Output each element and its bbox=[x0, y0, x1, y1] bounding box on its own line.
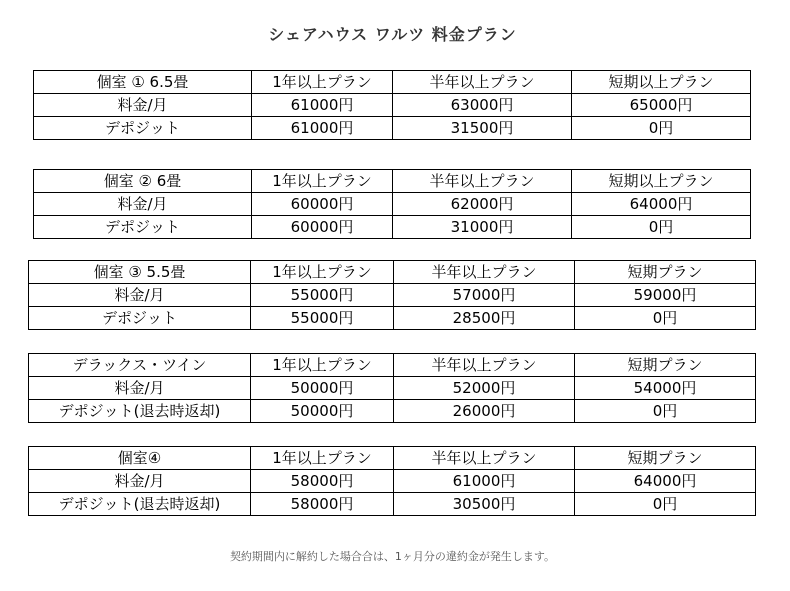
table-header-row bbox=[29, 261, 756, 284]
row-label-cell: 料金/月 bbox=[29, 470, 251, 493]
price-cell: 58000円 bbox=[251, 493, 394, 516]
plan-header-cell: 半年以上プラン bbox=[393, 170, 572, 193]
row-label-cell: 料金/月 bbox=[34, 193, 252, 216]
price-cell: 52000円 bbox=[394, 377, 575, 400]
plan-header-cell: 短期プラン bbox=[575, 447, 756, 470]
table-row bbox=[29, 470, 756, 493]
price-cell: 59000円 bbox=[575, 284, 756, 307]
table-row bbox=[29, 493, 756, 516]
row-label-cell: デポジット bbox=[34, 216, 252, 239]
price-cell: 26000円 bbox=[394, 400, 575, 423]
plan-header-cell: 短期以上プラン bbox=[572, 71, 751, 94]
price-cell: 55000円 bbox=[251, 284, 394, 307]
price-cell: 0円 bbox=[575, 400, 756, 423]
plan-header-cell: 半年以上プラン bbox=[394, 447, 575, 470]
price-cell: 63000円 bbox=[393, 94, 572, 117]
plan-header-cell: 短期プラン bbox=[575, 354, 756, 377]
row-label-cell: デポジット bbox=[29, 307, 251, 330]
price-cell: 60000円 bbox=[252, 216, 393, 239]
price-cell: 54000円 bbox=[575, 377, 756, 400]
table-row bbox=[34, 117, 751, 140]
price-cell: 0円 bbox=[572, 216, 751, 239]
room-1-plan-table bbox=[33, 70, 751, 140]
table-row bbox=[29, 377, 756, 400]
table-row bbox=[29, 307, 756, 330]
price-cell: 57000円 bbox=[394, 284, 575, 307]
row-label-cell: 料金/月 bbox=[34, 94, 252, 117]
price-cell: 50000円 bbox=[251, 377, 394, 400]
price-cell: 28500円 bbox=[394, 307, 575, 330]
plan-header-cell: 1年以上プラン bbox=[251, 447, 394, 470]
price-cell: 65000円 bbox=[572, 94, 751, 117]
price-cell: 50000円 bbox=[251, 400, 394, 423]
table-header-row bbox=[29, 354, 756, 377]
row-label-cell: 料金/月 bbox=[29, 377, 251, 400]
plan-header-cell: 1年以上プラン bbox=[251, 261, 394, 284]
plan-header-cell: 1年以上プラン bbox=[252, 71, 393, 94]
table-header-row bbox=[34, 170, 751, 193]
table-row bbox=[34, 94, 751, 117]
price-cell: 31000円 bbox=[393, 216, 572, 239]
table-row bbox=[29, 284, 756, 307]
price-cell: 61000円 bbox=[252, 94, 393, 117]
price-cell: 30500円 bbox=[394, 493, 575, 516]
price-cell: 0円 bbox=[575, 307, 756, 330]
room-4-plan-table bbox=[28, 446, 756, 516]
plan-header-cell: 半年以上プラン bbox=[394, 261, 575, 284]
price-cell: 61000円 bbox=[394, 470, 575, 493]
price-cell: 58000円 bbox=[251, 470, 394, 493]
room-name-cell: 個室 ② 6畳 bbox=[34, 170, 252, 193]
plan-header-cell: 半年以上プラン bbox=[394, 354, 575, 377]
table-row bbox=[29, 400, 756, 423]
price-cell: 64000円 bbox=[575, 470, 756, 493]
plan-header-cell: 1年以上プラン bbox=[252, 170, 393, 193]
table-row bbox=[34, 216, 751, 239]
price-cell: 62000円 bbox=[393, 193, 572, 216]
plan-header-cell: 短期プラン bbox=[575, 261, 756, 284]
table-header-row bbox=[34, 71, 751, 94]
plan-header-cell: 1年以上プラン bbox=[251, 354, 394, 377]
table-header-row bbox=[29, 447, 756, 470]
price-cell: 31500円 bbox=[393, 117, 572, 140]
cancellation-footnote: 契約期間内に解約した場合合は、1ヶ月分の違約金が発生します。 bbox=[229, 550, 556, 563]
price-cell: 0円 bbox=[572, 117, 751, 140]
room-name-cell: 個室 ① 6.5畳 bbox=[34, 71, 252, 94]
price-cell: 60000円 bbox=[252, 193, 393, 216]
room-name-cell: 個室 ③ 5.5畳 bbox=[29, 261, 251, 284]
room-name-cell: デラックス・ツイン bbox=[29, 354, 251, 377]
price-cell: 0円 bbox=[575, 493, 756, 516]
row-label-cell: 料金/月 bbox=[29, 284, 251, 307]
room-name-cell: 個室④ bbox=[29, 447, 251, 470]
room-2-plan-table bbox=[33, 169, 751, 239]
price-cell: 55000円 bbox=[251, 307, 394, 330]
row-label-cell: デポジット bbox=[34, 117, 252, 140]
price-cell: 61000円 bbox=[252, 117, 393, 140]
row-label-cell: デポジット(退去時返却) bbox=[29, 400, 251, 423]
row-label-cell: デポジット(退去時返却) bbox=[29, 493, 251, 516]
deluxe-twin-plan-table bbox=[28, 353, 756, 423]
page-title: シェアハウス ワルツ 料金プラン bbox=[268, 25, 517, 44]
plan-header-cell: 半年以上プラン bbox=[393, 71, 572, 94]
room-3-plan-table bbox=[28, 260, 756, 330]
table-row bbox=[34, 193, 751, 216]
price-cell: 64000円 bbox=[572, 193, 751, 216]
plan-header-cell: 短期以上プラン bbox=[572, 170, 751, 193]
